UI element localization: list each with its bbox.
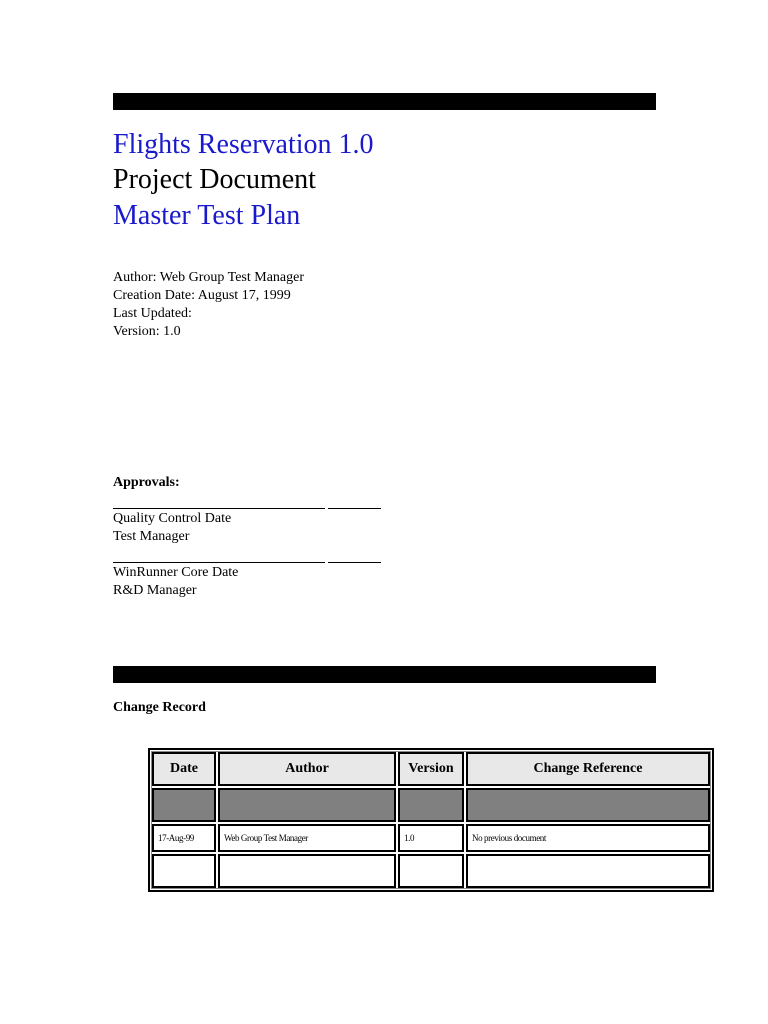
meta-author: Author: Web Group Test Manager xyxy=(113,270,305,285)
column-header-version: Version xyxy=(398,752,464,786)
approval-title: Test Manager xyxy=(113,529,190,544)
table-spacer-row xyxy=(152,788,710,822)
approval-role: WinRunner Core Date xyxy=(113,565,239,580)
approvals-heading: Approvals: xyxy=(113,475,180,490)
date-line xyxy=(328,508,381,509)
table-row-empty xyxy=(152,854,710,888)
document-subtitle: Project Document xyxy=(113,164,316,195)
approval-entry xyxy=(113,564,238,600)
top-divider-bar xyxy=(113,93,656,110)
section-divider-bar xyxy=(113,666,656,683)
table-cell xyxy=(466,788,710,822)
meta-creation-date: Creation Date: August 17, 1999 xyxy=(113,288,291,303)
cell-change-reference: No previous document xyxy=(466,824,710,852)
meta-last-updated: Last Updated: xyxy=(113,306,192,321)
table-cell xyxy=(398,854,464,888)
date-line xyxy=(328,562,381,563)
document-meta xyxy=(113,269,304,341)
table-row xyxy=(152,824,710,852)
table-cell xyxy=(218,854,396,888)
table-header-row xyxy=(152,752,710,786)
signature-line xyxy=(113,562,325,563)
approval-role: Quality Control Date xyxy=(113,511,232,526)
signature-line xyxy=(113,508,325,509)
meta-version: Version: 1.0 xyxy=(113,324,181,339)
document-title: Flights Reservation 1.0 xyxy=(113,129,374,160)
approval-entry xyxy=(113,510,231,546)
change-record-heading: Change Record xyxy=(113,700,206,715)
change-record-table xyxy=(148,748,714,892)
cell-version: 1.0 xyxy=(398,824,464,852)
approval-title: R&D Manager xyxy=(113,583,197,598)
cell-author: Web Group Test Manager xyxy=(218,824,396,852)
column-header-date: Date xyxy=(152,752,216,786)
table-cell xyxy=(398,788,464,822)
table-cell xyxy=(466,854,710,888)
cell-date: 17-Aug-99 xyxy=(152,824,216,852)
column-header-change-reference: Change Reference xyxy=(466,752,710,786)
column-header-author: Author xyxy=(218,752,396,786)
table-cell xyxy=(152,788,216,822)
table-cell xyxy=(218,788,396,822)
document-plan-name: Master Test Plan xyxy=(113,200,301,231)
table-cell xyxy=(152,854,216,888)
